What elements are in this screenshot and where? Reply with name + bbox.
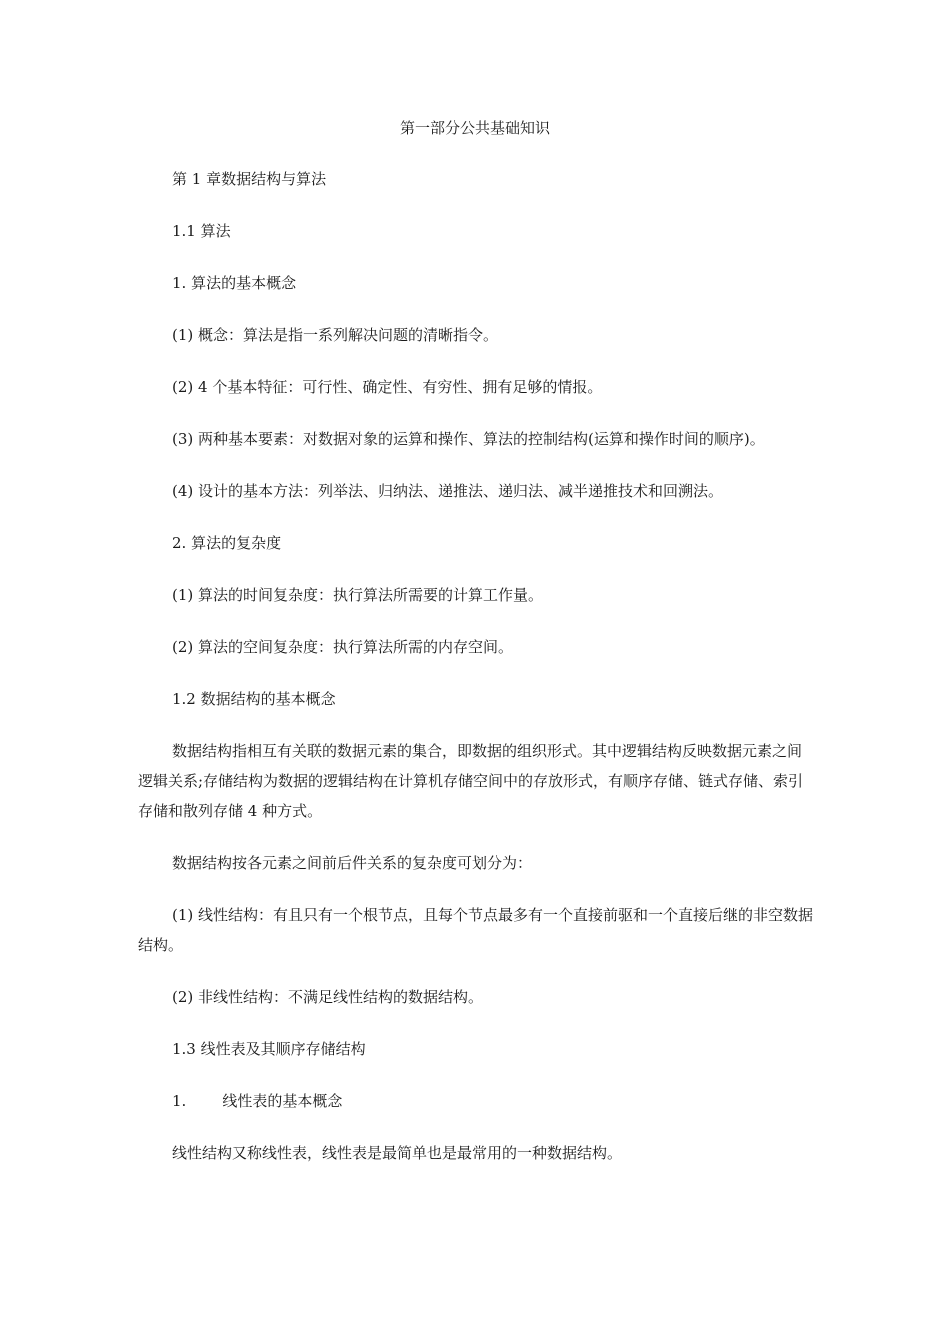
paragraph: (1) 线性结构：有且只有一个根节点，且每个节点最多有一个直接前驱和一个直接后继的非空数据结构。 xyxy=(138,906,814,954)
section-heading: 1.1 算法 xyxy=(172,222,231,240)
paragraph: 数据结构按各元素之间前后件关系的复杂度可划分为： xyxy=(172,854,533,872)
paragraph: (3) 两种基本要素：对数据对象的运算和操作、算法的控制结构(运算和操作时间的顺序)。 xyxy=(172,430,765,448)
paragraph: (2) 算法的空间复杂度：执行算法所需的内存空间。 xyxy=(172,638,514,656)
paragraph: (1) 算法的时间复杂度：执行算法所需要的计算工作量。 xyxy=(172,586,544,604)
subsection-heading: 2. 算法的复杂度 xyxy=(172,534,282,552)
subsection-title: 线性表的基本概念 xyxy=(222,1092,343,1110)
page-title: 第一部分公共基础知识 xyxy=(399,119,550,137)
document-body xyxy=(138,164,814,1190)
paragraph: 数据结构指相互有关联的数据元素的集合，即数据的组织形式。其中逻辑结构反映数据元素之间逻辑关系;存储结构为数据的逻辑结构在计算机存储空间中的存放形式，有顺序存储、链式存储、索引存储和散列存储 4 种方式。 xyxy=(138,742,804,820)
paragraph: (2) 非线性结构：不满足线性结构的数据结构。 xyxy=(172,988,484,1006)
section-heading: 1.3 线性表及其顺序存储结构 xyxy=(172,1040,366,1058)
paragraph: 线性结构又称线性表，线性表是最简单也是最常用的一种数据结构。 xyxy=(172,1144,623,1162)
subsection-heading xyxy=(138,1086,814,1116)
subsection-heading: 1. 算法的基本概念 xyxy=(172,274,297,292)
paragraph: (1) 概念：算法是指一系列解决问题的清晰指令。 xyxy=(172,326,499,344)
paragraph: (4) 设计的基本方法：列举法、归纳法、递推法、递归法、减半递推技术和回溯法。 xyxy=(172,482,724,500)
chapter-heading: 第 1 章数据结构与算法 xyxy=(172,170,327,188)
subsection-number: 1. xyxy=(172,1092,187,1110)
paragraph: (2) 4 个基本特征：可行性、确定性、有穷性、拥有足够的情报。 xyxy=(172,378,603,396)
section-heading: 1.2 数据结构的基本概念 xyxy=(172,690,336,708)
